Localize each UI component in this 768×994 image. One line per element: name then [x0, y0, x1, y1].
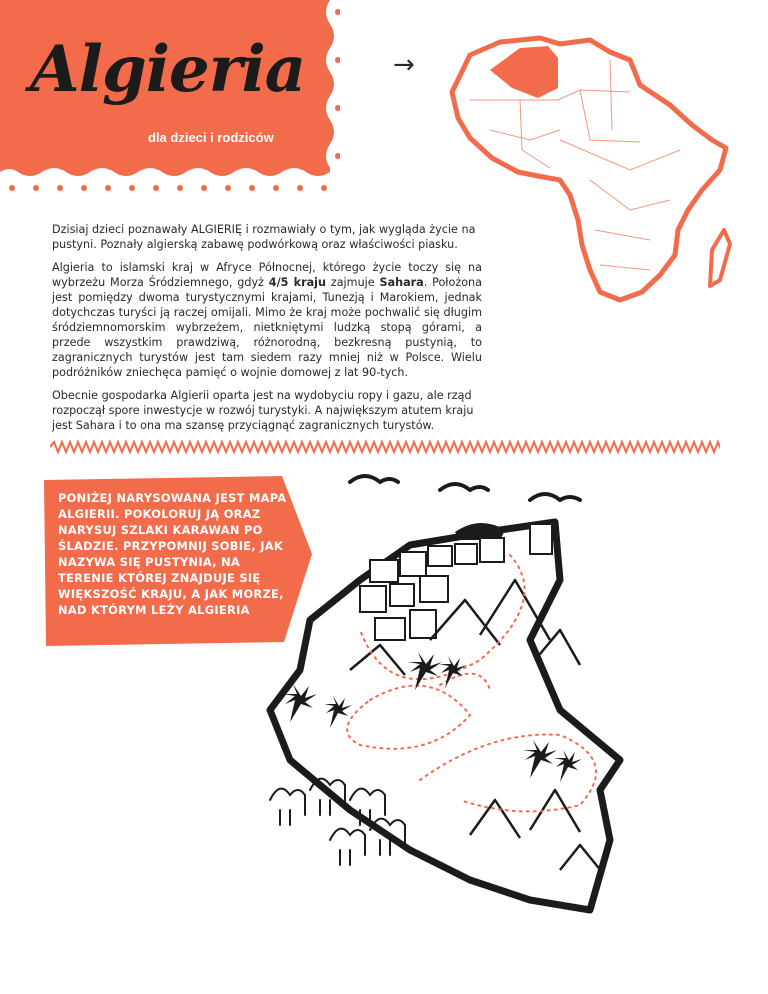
intro-paragraph-2: Algieria to islamski kraj w Afryce Północnej, którego życie toczy się na wybrzeżu Morza Śródziemnego, gdyż 4/5 kraju zajmuje Sahara. Położona jest pomiędzy dwoma turystycznymi krajami, Tunezją i Marokiem, jednak dotychczas turyści ją raczej omijali. Mimo że kraj może pochwalić się długim śródziemnomorskim wybrzeżem, nietkniętymi ludzką stopą górami, a przede wszystkim prawdziwą, różnorodną, bezkresną pustynią, to zagranicznych turystów jest tam siedem razy mniej niż w Polsce. Wielu podróżników zniechęca pamięć o wojnie domowej z lat 90-tych.	[52, 261, 482, 379]
page-title: Algieria	[30, 32, 306, 107]
intro-paragraph-1: Dzisiaj dzieci poznawały ALGIERIĘ i rozmawiały o tym, jak wygląda życie na pustyni. Poznały algierską zabawę podwórkową oraz właściwości piasku.	[52, 223, 476, 251]
task-instructions: PONIŻEJ NARYSOWANA JEST MAPA ALGIERII. POKOLORUJ JĄ ORAZ NARYSUJ SZLAKI KARAWAN PO ŚLADZIE. PRZYPOMNIJ SOBIE, JAK NAZYWA SIĘ PUSTYNIA, NA TERENIE KTÓREJ ZNAJDUJE SIĘ WIĘKSZOŚĆ KRAJU, A JAK MORZE, NAD KTÓRYM LEŻY ALGIERIA	[58, 491, 287, 617]
arrow-right-icon: →	[393, 50, 415, 80]
title-banner	[0, 0, 340, 200]
algeria-coloring-map-icon	[230, 460, 670, 960]
page-subtitle: dla dzieci i rodziców	[148, 130, 274, 145]
intro-paragraph-3: Obecnie gospodarka Algierii oparta jest na wydobyciu ropy i gazu, ale rząd rozpoczął spore inwestycje w rozwój turystyki. A największym atutem kraju jest Sahara i to ona ma szansę przyciągnąć zagranicznych turystów.	[52, 389, 474, 432]
intro-text	[52, 222, 482, 441]
zigzag-divider	[50, 440, 720, 454]
